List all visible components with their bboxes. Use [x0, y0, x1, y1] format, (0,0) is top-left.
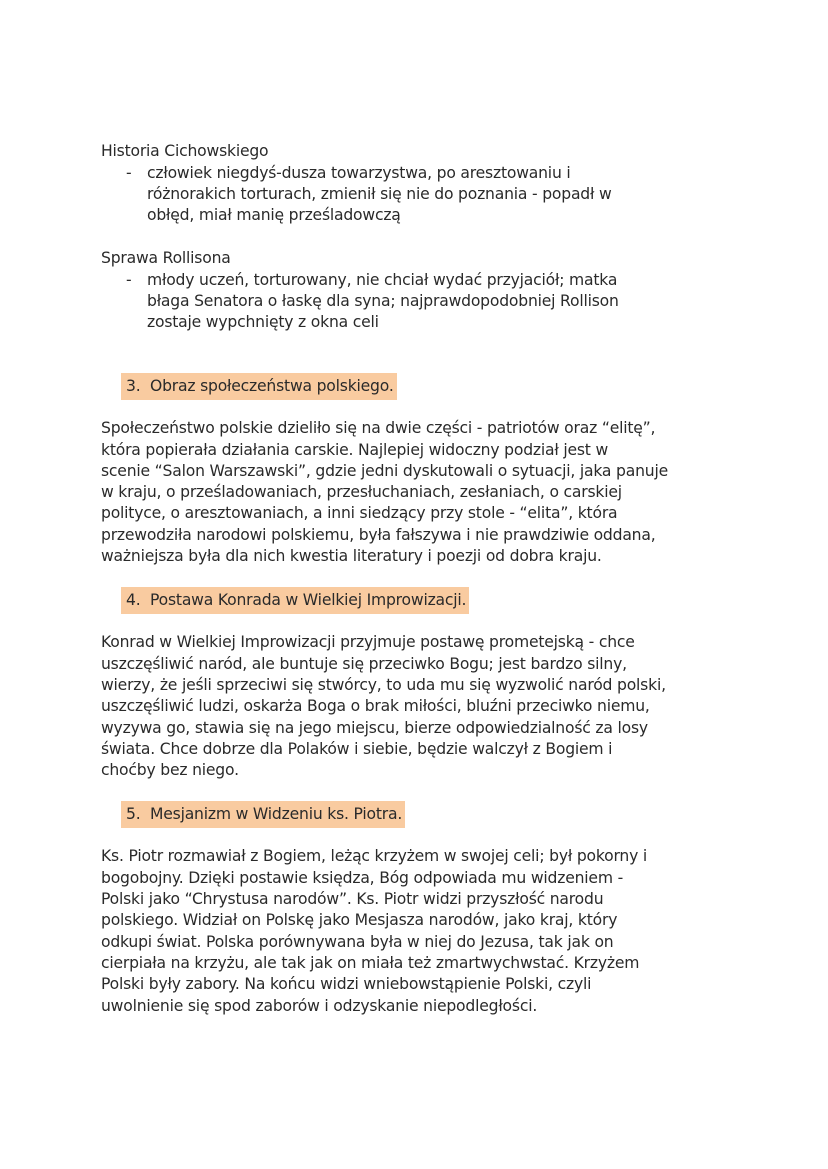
- bullet-dash: -: [126, 271, 132, 289]
- bullet-text-line: różnorakich torturach, zmienił się nie do poznania - popadł w: [147, 185, 612, 203]
- paragraph-line: przewodziła narodowi polskiemu, była fałszywa i nie prawdziwie oddana,: [101, 526, 656, 544]
- bullet-text-line: obłęd, miał manię prześladowczą: [147, 206, 401, 224]
- bullet-dash: -: [126, 164, 132, 182]
- paragraph-line: scenie “Salon Warszawski”, gdzie jedni dyskutowali o sytuacji, jaka panuje: [101, 462, 668, 480]
- paragraph-line: Ks. Piotr rozmawiał z Bogiem, leżąc krzyżem w swojej celi; był pokorny i: [101, 847, 648, 865]
- paragraph-line: bogobojny. Dzięki postawie księdza, Bóg odpowiada mu widzeniem -: [101, 869, 623, 887]
- heading-number: 5.: [126, 805, 141, 823]
- bullet-text-line: zostaje wypchnięty z okna celi: [147, 313, 379, 331]
- heading-3: [121, 373, 397, 400]
- bullet-text-line: błaga Senatora o łaskę dla syna; najprawdopodobniej Rollison: [147, 292, 619, 310]
- paragraph-line: świata. Chce dobrze dla Polaków i siebie, będzie walczył z Bogiem i: [101, 740, 613, 758]
- paragraph-line: wierzy, że jeśli sprzeciwi się stwórcy, to uda mu się wyzwolić naród polski,: [101, 676, 666, 694]
- section-title-cichowski: Historia Cichowskiego: [101, 142, 269, 160]
- paragraph-line: polityce, o aresztowaniach, a inni siedzący przy stole - “elita”, która: [101, 504, 618, 522]
- paragraph-line: Polski jako “Chrystusa narodów”. Ks. Piotr widzi przyszłość narodu: [101, 890, 604, 908]
- paragraph-line: uszczęśliwić naród, ale buntuje się przeciwko Bogu; jest bardzo silny,: [101, 655, 627, 673]
- heading-text: Obraz społeczeństwa polskiego.: [150, 377, 394, 395]
- paragraph-line: Konrad w Wielkiej Improwizacji przyjmuje postawę prometejską - chce: [101, 633, 635, 651]
- paragraph-line: uszczęśliwić ludzi, oskarża Boga o brak miłości, bluźni przeciwko niemu,: [101, 697, 650, 715]
- paragraph-line: Społeczeństwo polskie dzieliło się na dwie części - patriotów oraz “elitę”,: [101, 419, 656, 437]
- heading-5: [121, 801, 405, 828]
- section-title-rollison: Sprawa Rollisona: [101, 249, 231, 267]
- paragraph-line: ważniejsza była dla nich kwestia literatury i poezji od dobra kraju.: [101, 547, 602, 565]
- paragraph-line: w kraju, o prześladowaniach, przesłuchaniach, zesłaniach, o carskiej: [101, 483, 622, 501]
- paragraph-line: która popierała działania carskie. Najlepiej widoczny podział jest w: [101, 441, 609, 459]
- heading-text: Mesjanizm w Widzeniu ks. Piotra.: [150, 805, 403, 823]
- bullet-text-line: człowiek niegdyś-dusza towarzystwa, po aresztowaniu i: [147, 164, 571, 182]
- heading-4: [121, 587, 469, 614]
- paragraph-line: odkupi świat. Polska porównywana była w niej do Jezusa, tak jak on: [101, 933, 614, 951]
- heading-number: 3.: [126, 377, 141, 395]
- heading-text: Postawa Konrada w Wielkiej Improwizacji.: [150, 591, 467, 609]
- paragraph-line: cierpiała na krzyżu, ale tak jak on miała też zmartwychwstać. Krzyżem: [101, 954, 640, 972]
- paragraph-line: polskiego. Widział on Polskę jako Mesjasza narodów, jako kraj, który: [101, 911, 618, 929]
- bullet-text-line: młody uczeń, torturowany, nie chciał wydać przyjaciół; matka: [147, 271, 618, 289]
- paragraph-line: choćby bez niego.: [101, 761, 239, 779]
- paragraph-line: wyzywa go, stawia się na jego miejscu, bierze odpowiedzialność za losy: [101, 719, 648, 737]
- paragraph-line: uwolnienie się spod zaborów i odzyskanie niepodległości.: [101, 997, 538, 1015]
- heading-number: 4.: [126, 591, 141, 609]
- paragraph-line: Polski były zabory. Na końcu widzi wniebowstąpienie Polski, czyli: [101, 975, 592, 993]
